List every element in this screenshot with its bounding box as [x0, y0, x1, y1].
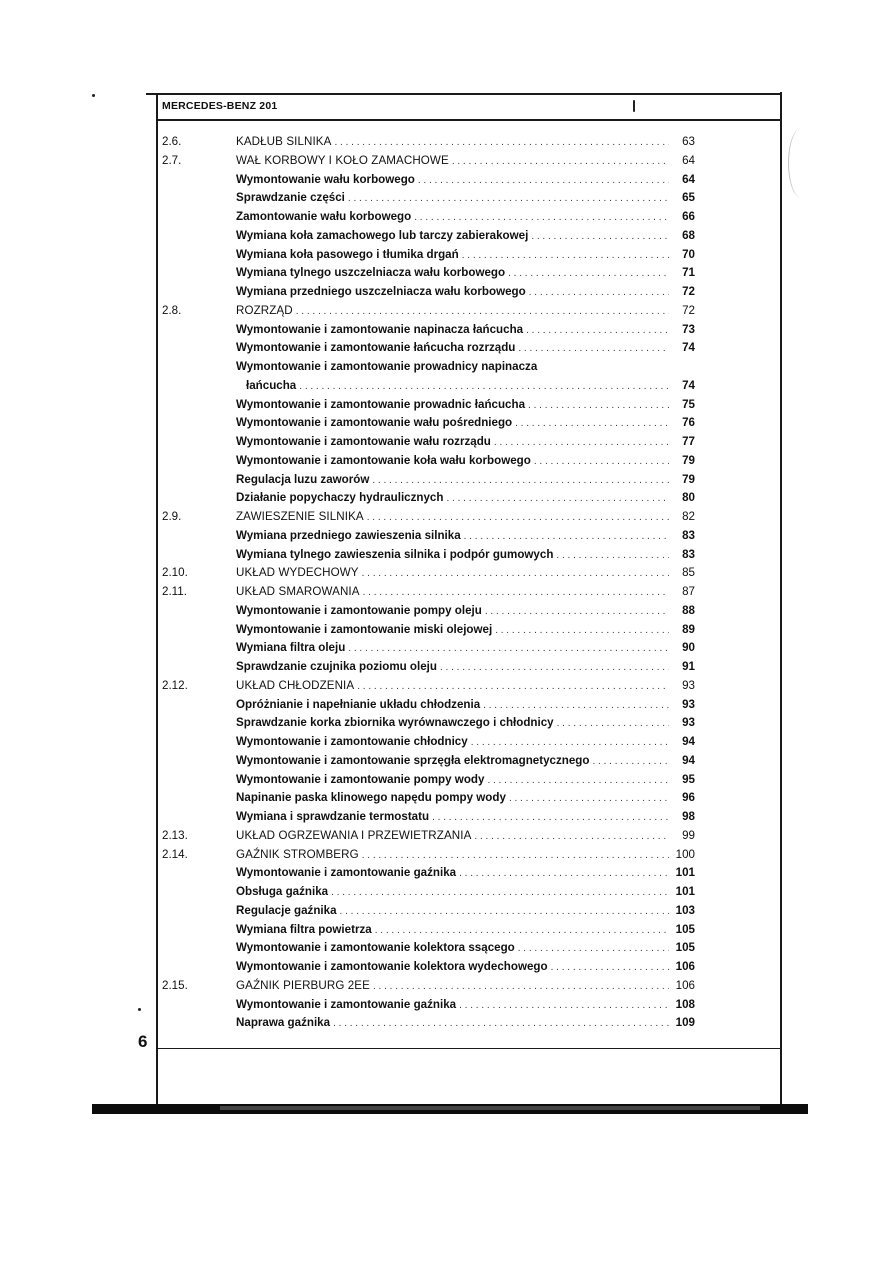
toc-page-number: 66: [682, 210, 695, 223]
toc-entry-title: Działanie popychaczy hydraulicznych: [236, 491, 444, 505]
toc-page-number: 85: [682, 566, 695, 580]
toc-entry-title: Wymiana koła pasowego i tłumika drgań: [236, 247, 459, 261]
toc-dot-leader: [505, 265, 669, 282]
toc-entry: [236, 771, 695, 788]
toc-chapter-title: ROZRZĄD: [236, 303, 293, 317]
toc-dot-leader: [515, 340, 669, 357]
toc-page-number: 72: [682, 285, 695, 298]
toc-entry-title: Wymiana filtra oleju: [236, 641, 346, 655]
toc-entry-title: Wymontowanie i zamontowanie kolektora wydechowego: [236, 960, 548, 973]
toc-dot-leader: [370, 978, 669, 995]
toc-entry: [236, 227, 695, 244]
frame-right-rule: [780, 92, 782, 1104]
toc-section-number: 2.10.: [162, 566, 188, 580]
toc-dot-leader: [345, 640, 669, 657]
toc-dot-leader: [293, 303, 669, 320]
toc-entry: [236, 639, 695, 656]
toc-page-number: 99: [682, 828, 695, 842]
toc-chapter: [162, 564, 695, 581]
toc-entry-title: Wymontowanie i zamontowanie łańcucha rozrządu: [236, 341, 516, 355]
toc-page-number: 77: [682, 435, 695, 448]
toc-entry: [236, 733, 695, 750]
toc-page-number: 95: [682, 772, 695, 786]
toc-chapter-title: UKŁAD SMAROWANIA: [236, 585, 360, 598]
toc-dot-leader: [359, 847, 669, 864]
toc-entry: [236, 621, 695, 638]
toc-entry: [236, 546, 695, 563]
toc-section-number: 2.11.: [162, 585, 187, 598]
toc-entry: [236, 396, 695, 413]
toc-page-number: 94: [682, 753, 695, 767]
scan-margin-mark: [788, 128, 815, 198]
toc-dot-leader: [526, 284, 669, 301]
toc-page-number: 109: [675, 1016, 695, 1030]
toc-dot-leader: [437, 659, 669, 676]
toc-entry: [236, 714, 695, 731]
toc-dot-leader: [411, 209, 669, 226]
toc-page-number: 68: [682, 228, 695, 242]
toc-entry-title: Wymontowanie i zamontowanie gaźnika: [236, 866, 457, 880]
toc-entry-title: Napinanie paska klinowego napędu pompy wody: [236, 791, 506, 805]
toc-entry-title: Wymiana tylnego zawieszenia silnika i podpór gumowych: [236, 547, 554, 561]
toc-chapter-title: ZAWIESZENIE SILNIKA: [236, 510, 364, 523]
toc-chapter-title: WAŁ KORBOWY I KOŁO ZAMACHOWE: [236, 153, 449, 167]
toc-dot-leader: [459, 247, 669, 264]
toc-page-number: 103: [675, 903, 695, 917]
toc-section-number: 2.6.: [162, 135, 182, 148]
toc-dot-leader: [337, 903, 669, 920]
toc-section-number: 2.8.: [162, 303, 182, 317]
toc-section-number: 2.13.: [162, 828, 188, 842]
toc-dot-leader: [461, 528, 669, 545]
toc-dot-leader: [554, 715, 669, 732]
header-rule: [156, 119, 780, 121]
toc-page-number: 105: [675, 941, 695, 955]
toc-chapter-title: GAŹNIK STROMBERG: [236, 847, 359, 861]
toc-entry: [236, 883, 695, 900]
toc-entry-title: Wymontowanie i zamontowanie pompy wody: [236, 772, 485, 786]
toc-dot-leader: [484, 772, 669, 789]
toc-page-number: 101: [675, 885, 695, 898]
toc-page-number: 82: [682, 510, 695, 523]
toc-entry: [236, 1014, 695, 1031]
toc-page-number: 106: [675, 960, 695, 973]
toc-chapter: [162, 977, 695, 994]
toc-entry: [236, 489, 695, 506]
toc-entry-title: Wymiana filtra powietrza: [236, 922, 372, 936]
toc-chapter: [162, 583, 695, 600]
toc-dot-leader: [471, 828, 669, 845]
toc-dot-leader: [359, 565, 669, 582]
toc-entry-title: Regulacja luzu zaworów: [236, 472, 370, 486]
toc-entry: [236, 471, 695, 488]
toc-entry: [236, 246, 695, 263]
toc-entry: [236, 414, 695, 431]
toc-page-number: 93: [682, 678, 695, 692]
toc-dot-leader: [531, 453, 669, 470]
toc-page-number: 83: [682, 528, 695, 542]
toc-dot-leader: [456, 865, 669, 882]
toc-entry: [236, 264, 695, 281]
toc-entry: [236, 208, 695, 225]
toc-entry-title: Zamontowanie wału korbowego: [236, 210, 412, 223]
scan-speck: [138, 1008, 141, 1011]
toc-dot-leader: [492, 622, 669, 639]
toc-page-number: 90: [682, 641, 695, 655]
toc-dot-leader: [548, 959, 669, 976]
toc-page-number: 73: [682, 322, 695, 336]
toc-dot-leader: [328, 884, 669, 901]
toc-dot-leader: [528, 228, 669, 245]
toc-entry-title: Wymiana koła zamachowego lub tarczy zabierakowej: [236, 228, 529, 242]
toc-chapter-title: UKŁAD WYDECHOWY: [236, 566, 359, 580]
toc-entry-title: Wymontowanie i zamontowanie kolektora ssącego: [236, 941, 515, 955]
toc-page-number: 101: [675, 866, 695, 880]
toc-chapter: [162, 846, 695, 863]
toc-entry: [236, 808, 695, 825]
toc-entry: [236, 939, 695, 956]
toc-dot-leader: [331, 134, 669, 151]
toc-entry-title: Wymontowanie i zamontowanie napinacza łańcucha: [236, 322, 524, 336]
toc-entry-title: Regulacje gaźnika: [236, 903, 337, 917]
toc-entry-title: Wymontowanie i zamontowanie gaźnika: [236, 997, 457, 1011]
toc-entry-title: Wymontowanie i zamontowanie sprzęgła elektromagnetycznego: [236, 753, 590, 767]
toc-dot-leader: [515, 940, 669, 957]
toc-page-number: 93: [682, 697, 695, 711]
toc-page-number: 98: [682, 810, 695, 823]
toc-entry: [236, 321, 695, 338]
toc-page-number: 75: [682, 397, 695, 411]
toc-page-number: 70: [682, 247, 695, 261]
toc-entry: [236, 339, 695, 356]
toc-entry: [236, 902, 695, 919]
toc-entry: [236, 358, 695, 375]
toc-entry-title: Wymontowanie i zamontowanie pompy oleju: [236, 603, 482, 617]
page-number: 6: [138, 1032, 148, 1051]
toc-chapter: [162, 827, 695, 844]
toc-entry-title: Wymontowanie i zamontowanie miski olejowej: [236, 622, 493, 636]
toc-entry-continuation: [246, 377, 695, 394]
toc-chapter: [162, 302, 695, 319]
toc-entry: [236, 696, 695, 713]
toc-dot-leader: [506, 790, 669, 807]
scan-speck: [92, 94, 95, 97]
toc-section-number: 2.15.: [162, 978, 188, 992]
toc-entry-title: Wymontowanie i zamontowanie wału rozrządu: [236, 435, 491, 448]
toc-page-number: 93: [682, 716, 695, 730]
toc-dot-leader: [449, 153, 669, 170]
toc-entry: [236, 752, 695, 769]
toc-dot-leader: [296, 378, 669, 395]
toc-dot-leader: [330, 1015, 669, 1032]
frame-left-rule: [156, 93, 158, 1108]
toc-entry-title: Wymiana tylnego uszczelniacza wału korbowego: [236, 266, 506, 280]
toc-page-number: 87: [682, 585, 695, 598]
toc-entry-title: Obsługa gaźnika: [236, 885, 329, 898]
toc-dot-leader: [345, 190, 669, 207]
toc-page-number: 88: [682, 603, 695, 617]
toc-page-number: 72: [682, 303, 695, 317]
scan-speck: [633, 100, 635, 112]
toc-entry: [236, 283, 695, 300]
toc-section-number: 2.7.: [162, 153, 182, 167]
toc-entry: [236, 864, 695, 881]
scan-edge-shade: [220, 1106, 760, 1110]
toc-dot-leader: [415, 172, 669, 189]
toc-dot-leader: [369, 472, 669, 489]
toc-entry-title: Wymontowanie i zamontowanie wału pośredniego: [236, 416, 513, 430]
toc-dot-leader: [523, 322, 669, 339]
toc-page-number: 83: [682, 547, 695, 561]
toc-chapter: [162, 677, 695, 694]
toc-page-number: 79: [682, 472, 695, 486]
toc-page-number: 65: [682, 191, 695, 205]
toc-entry-title: Wymiana przedniego zawieszenia silnika: [236, 528, 461, 542]
toc-entry-title: Sprawdzanie korka zbiornika wyrównawczego i chłodnicy: [236, 716, 554, 730]
toc-entry: [236, 658, 695, 675]
toc-chapter-title: UKŁAD OGRZEWANIA I PRZEWIETRZANIA: [236, 828, 472, 842]
toc-page-number: 63: [682, 135, 695, 148]
frame-top-rule: [146, 93, 781, 95]
toc-entry: [236, 189, 695, 206]
toc-page-number: 105: [675, 922, 695, 936]
toc-dot-leader: [589, 753, 669, 770]
toc-page-number: 106: [675, 978, 695, 992]
toc-chapter: [162, 133, 695, 150]
toc-dot-leader: [512, 415, 669, 432]
toc-chapter: [162, 152, 695, 169]
toc-page-number: 100: [675, 847, 695, 861]
toc-entry-title: Sprawdzanie części: [236, 191, 345, 205]
toc-page-number: 108: [675, 997, 695, 1011]
toc-section-number: 2.9.: [162, 510, 182, 523]
toc-dot-leader: [456, 997, 669, 1014]
toc-page-number: 76: [682, 416, 695, 430]
toc-page-number: 89: [682, 622, 695, 636]
toc-entry-title: Wymontowanie i zamontowanie chłodnicy: [236, 735, 468, 748]
toc-entry-title: Wymontowanie i zamontowanie prowadnic łańcucha: [236, 397, 526, 411]
toc-dot-leader: [482, 603, 669, 620]
toc-page-number: 94: [682, 735, 695, 748]
toc-page-number: 80: [682, 491, 695, 505]
toc-chapter-title: GAŹNIK PIERBURG 2EE: [236, 978, 370, 992]
toc-entry: [236, 452, 695, 469]
toc-entry-title: Wymiana i sprawdzanie termostatu: [236, 810, 430, 823]
toc-entry-title-continuation: łańcucha: [246, 378, 297, 392]
toc-page-number: 64: [682, 172, 695, 186]
toc-entry: [236, 602, 695, 619]
toc-page-number: 74: [682, 341, 695, 355]
toc-dot-leader: [468, 734, 669, 751]
toc-dot-leader: [491, 434, 669, 451]
toc-chapter-title: KADŁUB SILNIKA: [236, 135, 332, 148]
toc-section-number: 2.12.: [162, 678, 188, 692]
toc-chapter: [162, 508, 695, 525]
book-title: MERCEDES-BENZ 201: [162, 100, 278, 112]
toc-entry: [236, 171, 695, 188]
toc-chapter-title: UKŁAD CHŁODZENIA: [236, 678, 355, 692]
toc-page-number: 74: [682, 378, 695, 392]
toc-entry-title: Naprawa gaźnika: [236, 1016, 331, 1030]
toc-entry: [236, 958, 695, 975]
toc-section-number: 2.14.: [162, 847, 188, 861]
toc-dot-leader: [553, 547, 669, 564]
toc-dot-leader: [360, 584, 669, 601]
toc-entry-title: Wymontowanie wału korbowego: [236, 172, 415, 186]
toc-page-number: 96: [682, 791, 695, 805]
toc-dot-leader: [354, 678, 669, 695]
toc-page-number: 79: [682, 453, 695, 467]
footer-rule: [156, 1048, 780, 1049]
toc-entry: [236, 433, 695, 450]
toc-dot-leader: [372, 922, 669, 939]
toc-entry: [236, 527, 695, 544]
toc-entry-title: Wymontowanie i zamontowanie prowadnicy napinacza: [236, 360, 538, 373]
toc-entry: [236, 789, 695, 806]
toc-dot-leader: [364, 509, 669, 526]
toc-dot-leader: [443, 490, 669, 507]
toc-dot-leader: [525, 397, 669, 414]
toc-dot-leader: [429, 809, 669, 826]
toc-entry-title: Sprawdzanie czujnika poziomu oleju: [236, 660, 437, 673]
toc-entry-title: Wymontowanie i zamontowanie koła wału korbowego: [236, 453, 531, 467]
toc-page-number: 91: [682, 660, 695, 673]
toc-entry: [236, 921, 695, 938]
toc-entry-title: Opróżnianie i napełnianie układu chłodzenia: [236, 697, 481, 711]
toc-page-number: 71: [682, 266, 695, 280]
toc-entry: [236, 996, 695, 1013]
toc-entry-title: Wymiana przedniego uszczelniacza wału korbowego: [236, 285, 526, 298]
toc-dot-leader: [480, 697, 669, 714]
toc-page-number: 64: [682, 153, 695, 167]
